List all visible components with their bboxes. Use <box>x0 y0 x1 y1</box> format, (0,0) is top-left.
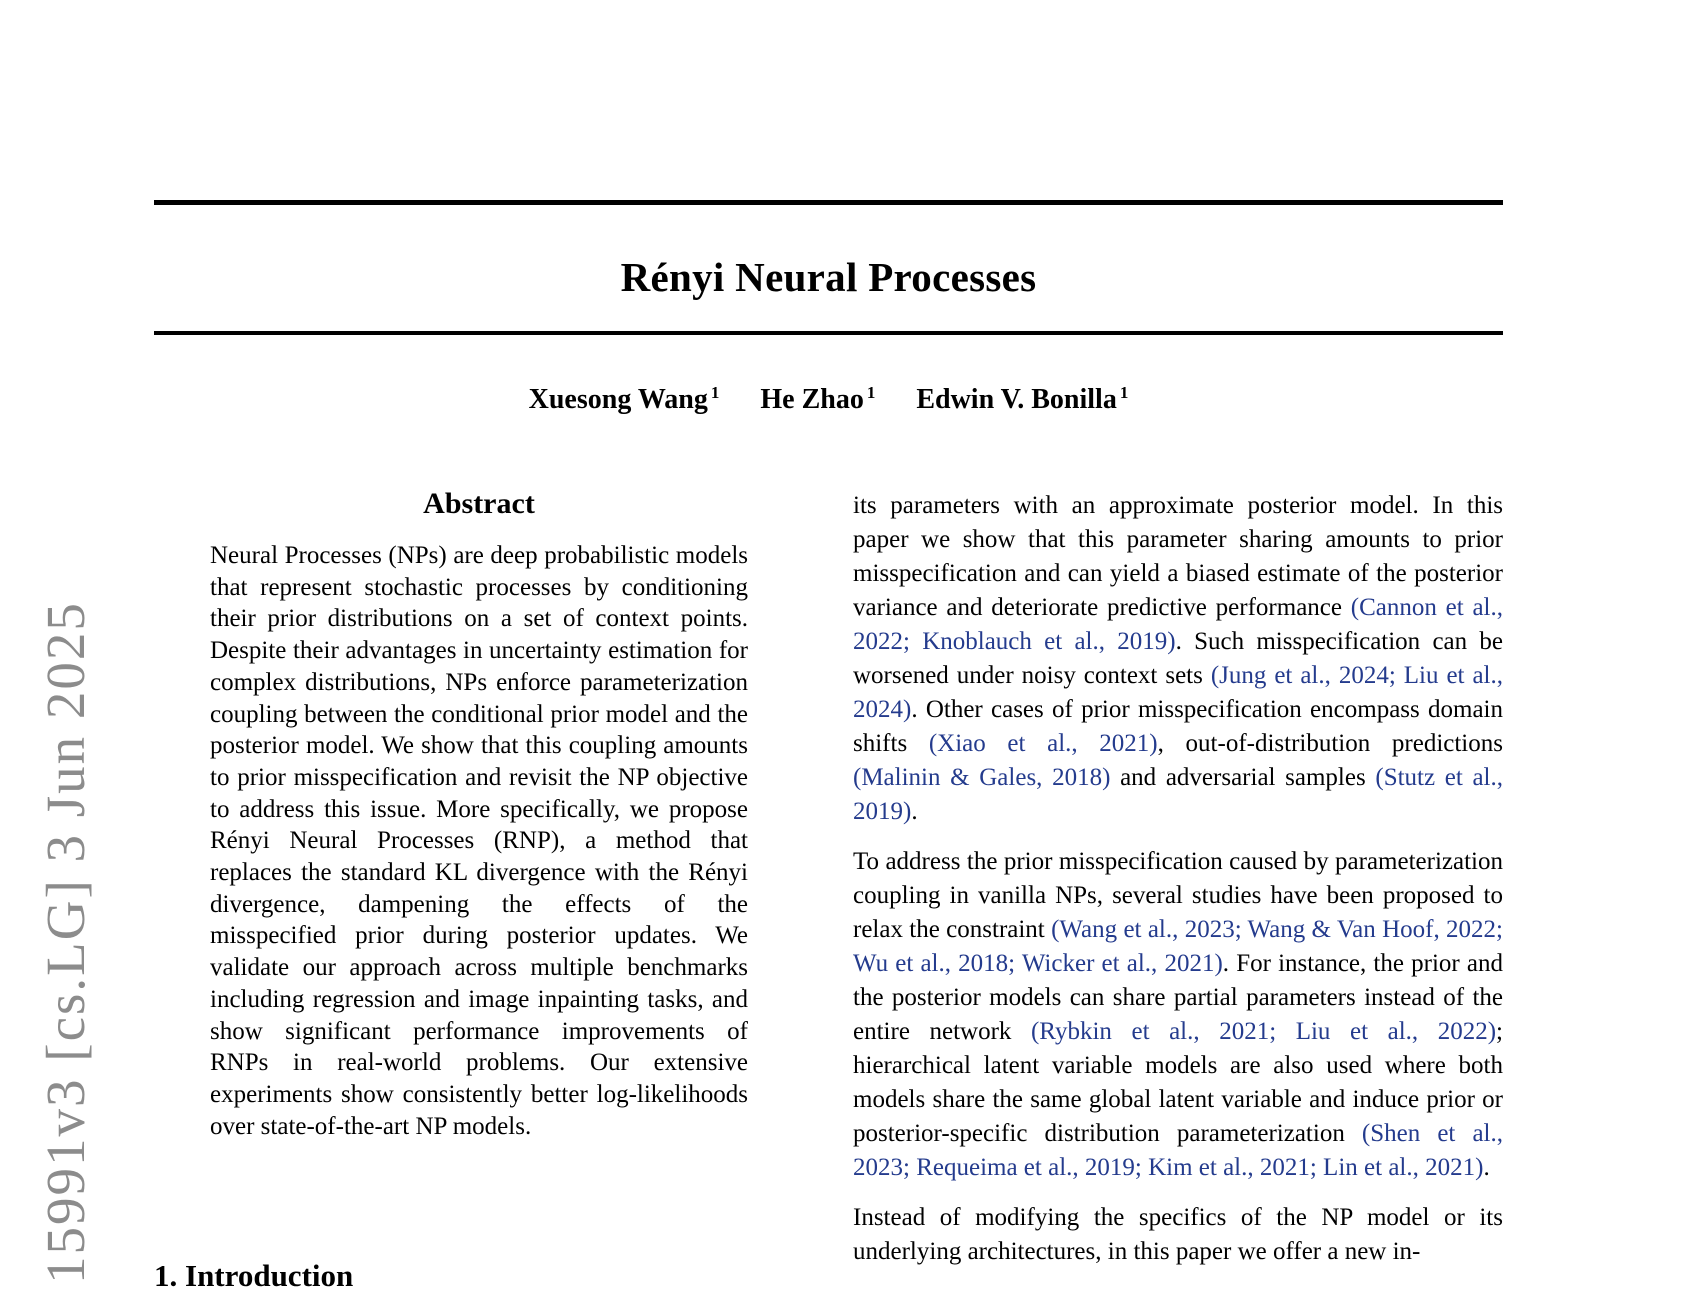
citation-link[interactable]: (Cannon et al., 2022; Knoblauch et al., 2019) <box>853 594 1503 655</box>
citation-link[interactable]: (Wang et al., 2023; Wang & Van Hoof, 2022; Wu et al., 2018; Wicker et al., 2021) <box>853 916 1503 977</box>
citation-link[interactable]: (Stutz et al., 2019) <box>853 764 1503 825</box>
citation-link[interactable]: (Xiao et al., 2021) <box>928 730 1158 757</box>
abstract-heading: Abstract <box>423 487 535 520</box>
paper-title: Rényi Neural Processes <box>620 254 1037 300</box>
text-run: . Other cases of prior misspecification encompass domain shifts <box>853 696 1503 757</box>
author-name: Xuesong Wang <box>528 384 708 416</box>
abstract-text: Neural Processes (NPs) are deep probabilistic models that represent stochastic processes by conditioning their prior distributions on a set of context points. Despite their advantages in uncertainty estimation for complex distributions, NPs enforce parameterization coupling between the conditional prior model and the posterior model. We show that this coupling amounts to prior misspecification and revisit the NP objective to address this issue. More specifically, we propose Rényi Neural Processes (RNP), a method that replaces the standard KL divergence with the Rényi divergence, dampening the effects of the misspecified prior during posterior updates. We validate our approach across multiple benchmarks including regression and image inpainting tasks, and show significant performance improvements of RNPs in real-world problems. Our extensive experiments show consistently better log-likelihoods over state-of-the-art NP models. <box>210 542 748 1140</box>
column-right <box>853 489 1503 1285</box>
title-rule-top <box>154 200 1503 205</box>
text-run: ; hierarchical latent variable models are also used where both models share the same global latent variable and induce prior or posterior-specific distribution parameterization <box>853 1018 1503 1147</box>
text-run: . Such misspecification can be worsened under noisy context sets <box>853 628 1503 689</box>
author-affiliation-sup: 1 <box>710 383 720 402</box>
text-run: . <box>911 798 918 825</box>
text-run: Instead of modifying the specifics of the NP model or its underlying architectures, in this paper we offer a new in- <box>853 1204 1503 1265</box>
authors-line <box>154 383 1503 416</box>
body-paragraph <box>853 845 1503 1185</box>
text-run: . For instance, the prior and the posterior models can share partial parameters instead of the entire network <box>853 950 1503 1045</box>
author <box>760 384 875 415</box>
section-heading-introduction: 1. Introduction <box>154 1258 354 1293</box>
author-name: He Zhao <box>760 384 864 416</box>
text-run: its parameters with an approximate posterior model. In this paper we show that this parameter sharing amounts to prior misspecification and can yield a biased estimate of the posterior variance and deteriorate predictive performance <box>853 492 1503 621</box>
author-affiliation-sup: 1 <box>1119 383 1129 402</box>
author <box>529 384 720 415</box>
citation-link[interactable]: (Jung et al., 2024; Liu et al., 2024) <box>853 662 1503 723</box>
body-paragraph <box>853 1201 1503 1269</box>
citation-link[interactable]: (Rybkin et al., 2021; Liu et al., 2022) <box>1030 1018 1497 1045</box>
arxiv-watermark[interactable]: 15991v3 [cs.LG] 3 Jun 2025 <box>35 601 96 1284</box>
text-run: . <box>1483 1154 1490 1181</box>
text-run: , out-of-distribution predictions <box>1157 730 1503 757</box>
body-paragraph <box>853 489 1503 829</box>
citation-link[interactable]: (Malinin & Gales, 2018) <box>853 764 1111 791</box>
text-run: To address the prior misspecification caused by parameterization coupling in vanilla NPs, several studies have been proposed to relax the constraint <box>853 848 1503 943</box>
author-name: Edwin V. Bonilla <box>916 384 1117 416</box>
author <box>916 384 1128 415</box>
citation-link[interactable]: (Shen et al., 2023; Requeima et al., 2019; Kim et al., 2021; Lin et al., 2021) <box>853 1120 1503 1181</box>
text-run: and adversarial samples <box>1110 764 1376 791</box>
author-affiliation-sup: 1 <box>866 383 876 402</box>
title-rule-bottom <box>154 331 1503 335</box>
paper-content <box>154 0 1503 1293</box>
